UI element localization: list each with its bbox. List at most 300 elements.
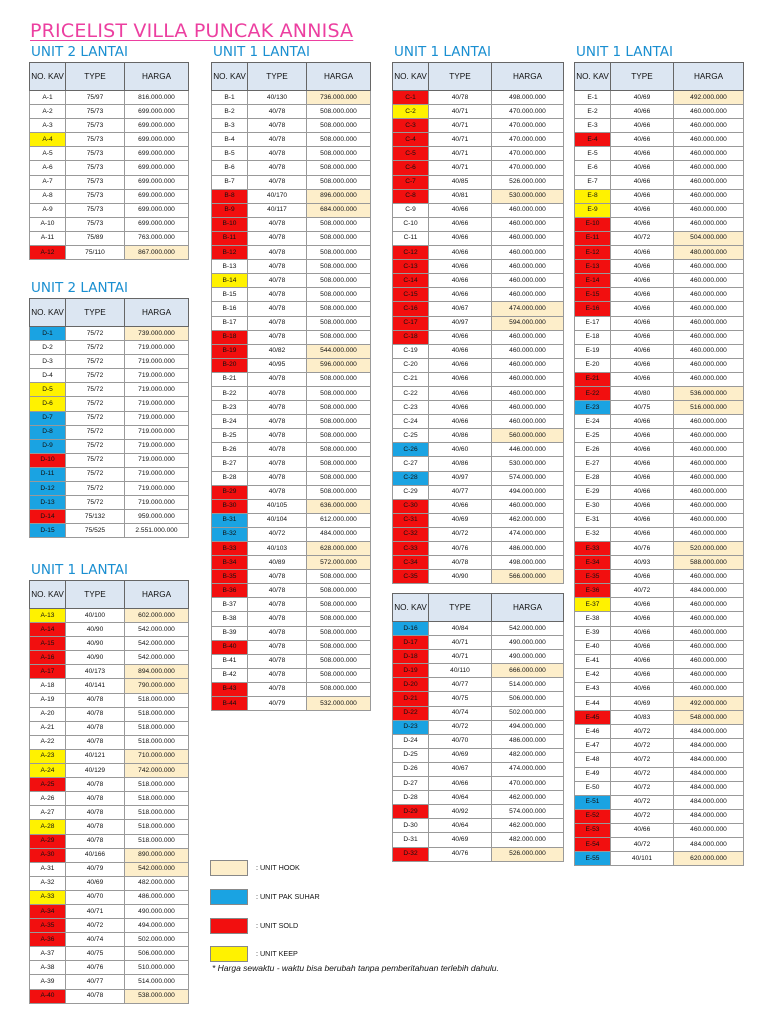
cell-harga: 2.551.000.000 <box>125 524 189 538</box>
cell-type: 40/78 <box>429 91 492 105</box>
cell-type: 40/66 <box>611 499 674 513</box>
table-row <box>393 748 564 762</box>
cell-type: 40/66 <box>611 189 674 203</box>
cell-kav: E-51 <box>575 795 611 809</box>
table-row <box>393 203 564 217</box>
table-row <box>30 105 189 119</box>
cell-type: 40/66 <box>611 823 674 837</box>
cell-type: 40/66 <box>611 161 674 175</box>
cell-type: 40/89 <box>248 556 307 570</box>
table-row <box>393 401 564 415</box>
cell-kav: C-27 <box>393 457 429 471</box>
cell-kav: A-30 <box>30 848 66 862</box>
cell-type: 40/86 <box>429 457 492 471</box>
price-disclaimer-note: * Harga sewaktu - waktu bisa berubah tanpa pemberitahuan terlebih dahulu. <box>212 963 499 973</box>
cell-kav: A-5 <box>30 147 66 161</box>
cell-harga: 460.000.000 <box>674 119 744 133</box>
cell-type: 40/71 <box>429 119 492 133</box>
cell-type: 40/75 <box>611 401 674 415</box>
table-row <box>393 485 564 499</box>
cell-kav: C-6 <box>393 161 429 175</box>
table-row <box>30 890 189 904</box>
cell-kav: A-17 <box>30 665 66 679</box>
cell-type: 40/78 <box>248 302 307 316</box>
cell-harga: 460.000.000 <box>492 203 564 217</box>
cell-harga: 492.000.000 <box>674 697 744 711</box>
table-row <box>212 344 371 358</box>
cell-type: 40/78 <box>248 682 307 696</box>
cell-type: 40/66 <box>611 302 674 316</box>
table-row <box>30 369 189 383</box>
cell-harga: 492.000.000 <box>674 91 744 105</box>
cell-type: 40/69 <box>611 697 674 711</box>
section-unit-e-1-lantai <box>574 44 744 866</box>
table-row <box>212 626 371 640</box>
cell-kav: E-37 <box>575 598 611 612</box>
cell-harga: 699.000.000 <box>125 217 189 231</box>
section-unit-a-1-lantai <box>29 562 189 1004</box>
cell-harga: 460.000.000 <box>674 443 744 457</box>
cell-type: 75/525 <box>66 524 125 538</box>
cell-kav: A-21 <box>30 721 66 735</box>
cell-kav: E-18 <box>575 330 611 344</box>
cell-type: 40/66 <box>429 330 492 344</box>
cell-kav: D-32 <box>393 847 429 861</box>
cell-harga: 460.000.000 <box>492 330 564 344</box>
cell-type: 40/78 <box>248 161 307 175</box>
table-row <box>30 862 189 876</box>
cell-kav: E-28 <box>575 471 611 485</box>
table-row <box>30 749 189 763</box>
cell-type: 40/66 <box>611 640 674 654</box>
cell-type: 40/79 <box>248 697 307 711</box>
cell-kav: E-20 <box>575 358 611 372</box>
cell-kav: E-10 <box>575 217 611 231</box>
table-row <box>393 105 564 119</box>
cell-type: 40/82 <box>248 344 307 358</box>
table-row <box>393 762 564 776</box>
cell-type: 40/78 <box>248 612 307 626</box>
cell-type: 40/141 <box>66 679 125 693</box>
cell-kav: A-9 <box>30 203 66 217</box>
legend-swatch-sold <box>210 918 248 934</box>
table-row <box>30 679 189 693</box>
table-row <box>575 739 744 753</box>
cell-harga: 508.000.000 <box>307 119 371 133</box>
cell-kav: C-24 <box>393 415 429 429</box>
table-row <box>30 609 189 623</box>
cell-harga: 480.000.000 <box>674 246 744 260</box>
cell-kav: A-25 <box>30 778 66 792</box>
cell-type: 75/72 <box>66 439 125 453</box>
cell-type: 40/66 <box>429 415 492 429</box>
cell-type: 40/78 <box>248 372 307 386</box>
cell-harga: 508.000.000 <box>307 386 371 400</box>
cell-kav: A-11 <box>30 231 66 245</box>
cell-type: 40/66 <box>611 626 674 640</box>
cell-harga: 508.000.000 <box>307 372 371 386</box>
cell-kav: C-15 <box>393 288 429 302</box>
cell-harga: 486.000.000 <box>492 542 564 556</box>
cell-harga: 790.000.000 <box>125 679 189 693</box>
cell-harga: 508.000.000 <box>307 654 371 668</box>
cell-kav: B-9 <box>212 203 248 217</box>
cell-type: 40/66 <box>429 777 492 791</box>
cell-type: 40/78 <box>248 668 307 682</box>
table-row <box>212 542 371 556</box>
cell-kav: D-5 <box>30 383 66 397</box>
column-header-type: TYPE <box>248 63 307 91</box>
cell-harga: 526.000.000 <box>492 175 564 189</box>
table-row <box>393 91 564 105</box>
cell-harga: 508.000.000 <box>307 288 371 302</box>
cell-kav: E-52 <box>575 809 611 823</box>
legend-label-hook: : UNIT HOOK <box>256 863 300 872</box>
cell-harga: 508.000.000 <box>307 598 371 612</box>
cell-type: 40/66 <box>429 203 492 217</box>
cell-type: 40/78 <box>66 735 125 749</box>
cell-kav: C-13 <box>393 260 429 274</box>
cell-harga: 518.000.000 <box>125 778 189 792</box>
cell-type: 40/90 <box>66 651 125 665</box>
cell-harga: 542.000.000 <box>125 862 189 876</box>
cell-harga: 816.000.000 <box>125 91 189 105</box>
table-row <box>575 640 744 654</box>
cell-type: 75/89 <box>66 231 125 245</box>
cell-type: 40/78 <box>248 330 307 344</box>
cell-type: 40/66 <box>611 246 674 260</box>
table-row <box>575 344 744 358</box>
cell-harga: 484.000.000 <box>674 753 744 767</box>
table-row <box>575 570 744 584</box>
cell-kav: D-15 <box>30 524 66 538</box>
cell-type: 40/76 <box>429 847 492 861</box>
cell-kav: A-18 <box>30 679 66 693</box>
cell-kav: C-34 <box>393 556 429 570</box>
cell-kav: A-29 <box>30 834 66 848</box>
table-row <box>393 260 564 274</box>
cell-type: 40/66 <box>429 274 492 288</box>
cell-kav: C-3 <box>393 119 429 133</box>
column-header-type: TYPE <box>429 594 492 622</box>
table-row <box>30 231 189 245</box>
table-row <box>575 513 744 527</box>
section-unit-b-1-lantai <box>211 44 371 711</box>
cell-harga: 684.000.000 <box>307 203 371 217</box>
table-row <box>30 175 189 189</box>
cell-harga: 460.000.000 <box>674 358 744 372</box>
cell-type: 40/66 <box>611 133 674 147</box>
table-row <box>30 904 189 918</box>
table-row <box>575 654 744 668</box>
cell-type: 75/110 <box>66 246 125 260</box>
section-title: UNIT 1 LANTAI <box>394 44 491 60</box>
cell-kav: D-3 <box>30 355 66 369</box>
cell-kav: C-29 <box>393 485 429 499</box>
table-row <box>393 692 564 706</box>
cell-type: 40/66 <box>611 105 674 119</box>
cell-kav: D-31 <box>393 833 429 847</box>
table-row <box>575 781 744 795</box>
cell-type: 40/66 <box>611 471 674 485</box>
cell-harga: 612.000.000 <box>307 513 371 527</box>
cell-harga: 474.000.000 <box>492 762 564 776</box>
table-row <box>393 175 564 189</box>
cell-kav: C-2 <box>393 105 429 119</box>
cell-harga: 494.000.000 <box>125 919 189 933</box>
table-row <box>212 316 371 330</box>
cell-type: 40/72 <box>66 919 125 933</box>
cell-type: 75/73 <box>66 147 125 161</box>
table-row <box>575 386 744 400</box>
table-row <box>575 795 744 809</box>
table-row <box>575 556 744 570</box>
cell-type: 40/78 <box>66 778 125 792</box>
cell-kav: E-1 <box>575 91 611 105</box>
cell-kav: A-12 <box>30 246 66 260</box>
cell-harga: 719.000.000 <box>125 355 189 369</box>
cell-type: 40/72 <box>429 527 492 541</box>
cell-type: 40/66 <box>611 358 674 372</box>
cell-harga: 482.000.000 <box>492 748 564 762</box>
cell-type: 40/79 <box>66 862 125 876</box>
cell-type: 40/78 <box>248 443 307 457</box>
table-row <box>30 397 189 411</box>
cell-kav: B-14 <box>212 274 248 288</box>
table-row <box>30 735 189 749</box>
table-row <box>393 386 564 400</box>
table-row <box>393 246 564 260</box>
cell-type: 40/78 <box>248 175 307 189</box>
legend-swatch-hook <box>210 860 248 876</box>
table-row <box>212 274 371 288</box>
cell-kav: E-34 <box>575 556 611 570</box>
cell-type: 40/66 <box>429 358 492 372</box>
cell-type: 75/72 <box>66 341 125 355</box>
cell-type: 40/66 <box>429 260 492 274</box>
cell-type: 40/104 <box>248 513 307 527</box>
cell-type: 40/60 <box>429 443 492 457</box>
cell-kav: B-2 <box>212 105 248 119</box>
table-row <box>212 401 371 415</box>
table-row <box>393 274 564 288</box>
cell-type: 40/78 <box>248 584 307 598</box>
table-row <box>393 133 564 147</box>
table-row <box>393 372 564 386</box>
cell-kav: A-26 <box>30 792 66 806</box>
cell-kav: B-36 <box>212 584 248 598</box>
table-row <box>30 341 189 355</box>
column-header-harga: HARGA <box>125 63 189 91</box>
cell-harga: 719.000.000 <box>125 383 189 397</box>
cell-type: 40/71 <box>429 133 492 147</box>
table-row <box>212 330 371 344</box>
cell-kav: B-19 <box>212 344 248 358</box>
cell-harga: 508.000.000 <box>307 401 371 415</box>
cell-type: 40/66 <box>611 119 674 133</box>
cell-type: 75/72 <box>66 482 125 496</box>
column-header-kav: NO. KAV <box>30 299 66 327</box>
table-row <box>212 91 371 105</box>
section-title: UNIT 2 LANTAI <box>31 44 128 60</box>
cell-kav: B-18 <box>212 330 248 344</box>
table-row <box>212 654 371 668</box>
cell-harga: 460.000.000 <box>492 260 564 274</box>
table-row <box>212 260 371 274</box>
cell-kav: B-21 <box>212 372 248 386</box>
table-row <box>212 119 371 133</box>
cell-type: 40/78 <box>248 640 307 654</box>
table-row <box>575 161 744 175</box>
cell-type: 40/66 <box>611 316 674 330</box>
cell-kav: D-2 <box>30 341 66 355</box>
table-row <box>393 231 564 245</box>
cell-harga: 508.000.000 <box>307 302 371 316</box>
cell-type: 40/78 <box>66 721 125 735</box>
cell-harga: 532.000.000 <box>307 697 371 711</box>
header-row <box>575 63 744 91</box>
cell-harga: 460.000.000 <box>674 133 744 147</box>
price-table <box>29 298 189 538</box>
cell-harga: 470.000.000 <box>492 133 564 147</box>
table-row <box>575 485 744 499</box>
cell-type: 40/173 <box>66 665 125 679</box>
column-header-kav: NO. KAV <box>575 63 611 91</box>
cell-type: 40/64 <box>429 791 492 805</box>
cell-kav: D-27 <box>393 777 429 791</box>
cell-type: 40/67 <box>429 302 492 316</box>
cell-kav: E-24 <box>575 415 611 429</box>
cell-kav: A-38 <box>30 961 66 975</box>
cell-kav: E-12 <box>575 246 611 260</box>
cell-harga: 516.000.000 <box>674 401 744 415</box>
cell-kav: E-16 <box>575 302 611 316</box>
cell-type: 40/78 <box>248 119 307 133</box>
table-row <box>212 556 371 570</box>
cell-type: 40/66 <box>611 654 674 668</box>
cell-type: 40/71 <box>429 105 492 119</box>
cell-kav: E-13 <box>575 260 611 274</box>
cell-harga: 486.000.000 <box>492 734 564 748</box>
cell-kav: A-24 <box>30 764 66 778</box>
cell-harga: 699.000.000 <box>125 175 189 189</box>
cell-harga: 542.000.000 <box>125 623 189 637</box>
cell-kav: A-39 <box>30 975 66 989</box>
cell-kav: C-14 <box>393 274 429 288</box>
cell-kav: C-28 <box>393 471 429 485</box>
cell-harga: 542.000.000 <box>492 622 564 636</box>
cell-kav: E-31 <box>575 513 611 527</box>
column-header-harga: HARGA <box>307 63 371 91</box>
cell-kav: E-36 <box>575 584 611 598</box>
table-row <box>30 933 189 947</box>
cell-kav: B-33 <box>212 542 248 556</box>
table-row <box>212 302 371 316</box>
cell-harga: 484.000.000 <box>674 739 744 753</box>
price-table <box>29 580 189 1004</box>
cell-harga: 542.000.000 <box>125 637 189 651</box>
cell-type: 40/78 <box>248 626 307 640</box>
table-row <box>212 570 371 584</box>
table-row <box>30 119 189 133</box>
cell-kav: C-8 <box>393 189 429 203</box>
cell-type: 75/72 <box>66 425 125 439</box>
cell-kav: B-26 <box>212 443 248 457</box>
cell-type: 40/170 <box>248 189 307 203</box>
cell-kav: D-22 <box>393 706 429 720</box>
cell-type: 75/72 <box>66 355 125 369</box>
cell-type: 40/78 <box>248 457 307 471</box>
cell-kav: B-25 <box>212 429 248 443</box>
table-row <box>575 105 744 119</box>
table-row <box>30 425 189 439</box>
cell-kav: B-12 <box>212 246 248 260</box>
cell-kav: A-1 <box>30 91 66 105</box>
cell-type: 40/78 <box>248 316 307 330</box>
cell-kav: A-33 <box>30 890 66 904</box>
cell-type: 40/66 <box>611 217 674 231</box>
cell-harga: 699.000.000 <box>125 189 189 203</box>
cell-harga: 502.000.000 <box>125 933 189 947</box>
cell-harga: 514.000.000 <box>125 975 189 989</box>
cell-kav: C-20 <box>393 358 429 372</box>
cell-type: 40/97 <box>429 316 492 330</box>
cell-harga: 544.000.000 <box>307 344 371 358</box>
cell-kav: C-4 <box>393 133 429 147</box>
cell-type: 40/166 <box>66 848 125 862</box>
cell-kav: D-18 <box>393 650 429 664</box>
cell-harga: 484.000.000 <box>674 725 744 739</box>
cell-harga: 486.000.000 <box>125 890 189 904</box>
cell-type: 40/78 <box>248 654 307 668</box>
cell-harga: 719.000.000 <box>125 397 189 411</box>
cell-harga: 470.000.000 <box>492 119 564 133</box>
cell-harga: 460.000.000 <box>674 457 744 471</box>
table-row <box>30 246 189 260</box>
table-row <box>212 231 371 245</box>
cell-type: 40/66 <box>429 344 492 358</box>
cell-type: 40/78 <box>248 231 307 245</box>
cell-kav: E-26 <box>575 443 611 457</box>
cell-kav: E-14 <box>575 274 611 288</box>
cell-kav: B-28 <box>212 471 248 485</box>
cell-kav: A-35 <box>30 919 66 933</box>
table-row <box>212 598 371 612</box>
table-row <box>575 246 744 260</box>
table-row <box>575 542 744 556</box>
table-row <box>575 837 744 851</box>
cell-kav: C-17 <box>393 316 429 330</box>
table-row <box>393 189 564 203</box>
cell-type: 40/66 <box>611 147 674 161</box>
cell-kav: E-44 <box>575 697 611 711</box>
cell-type: 40/72 <box>611 739 674 753</box>
cell-kav: C-16 <box>393 302 429 316</box>
cell-type: 40/78 <box>248 401 307 415</box>
cell-harga: 520.000.000 <box>674 542 744 556</box>
cell-harga: 508.000.000 <box>307 584 371 598</box>
table-row <box>30 820 189 834</box>
cell-harga: 518.000.000 <box>125 735 189 749</box>
cell-kav: B-13 <box>212 260 248 274</box>
cell-kav: B-29 <box>212 485 248 499</box>
cell-kav: B-10 <box>212 217 248 231</box>
legend-label-pak-suhar: : UNIT PAK SUHAR <box>256 892 320 901</box>
table-row <box>575 598 744 612</box>
cell-type: 75/72 <box>66 369 125 383</box>
column-header-kav: NO. KAV <box>393 63 429 91</box>
cell-type: 40/74 <box>429 706 492 720</box>
